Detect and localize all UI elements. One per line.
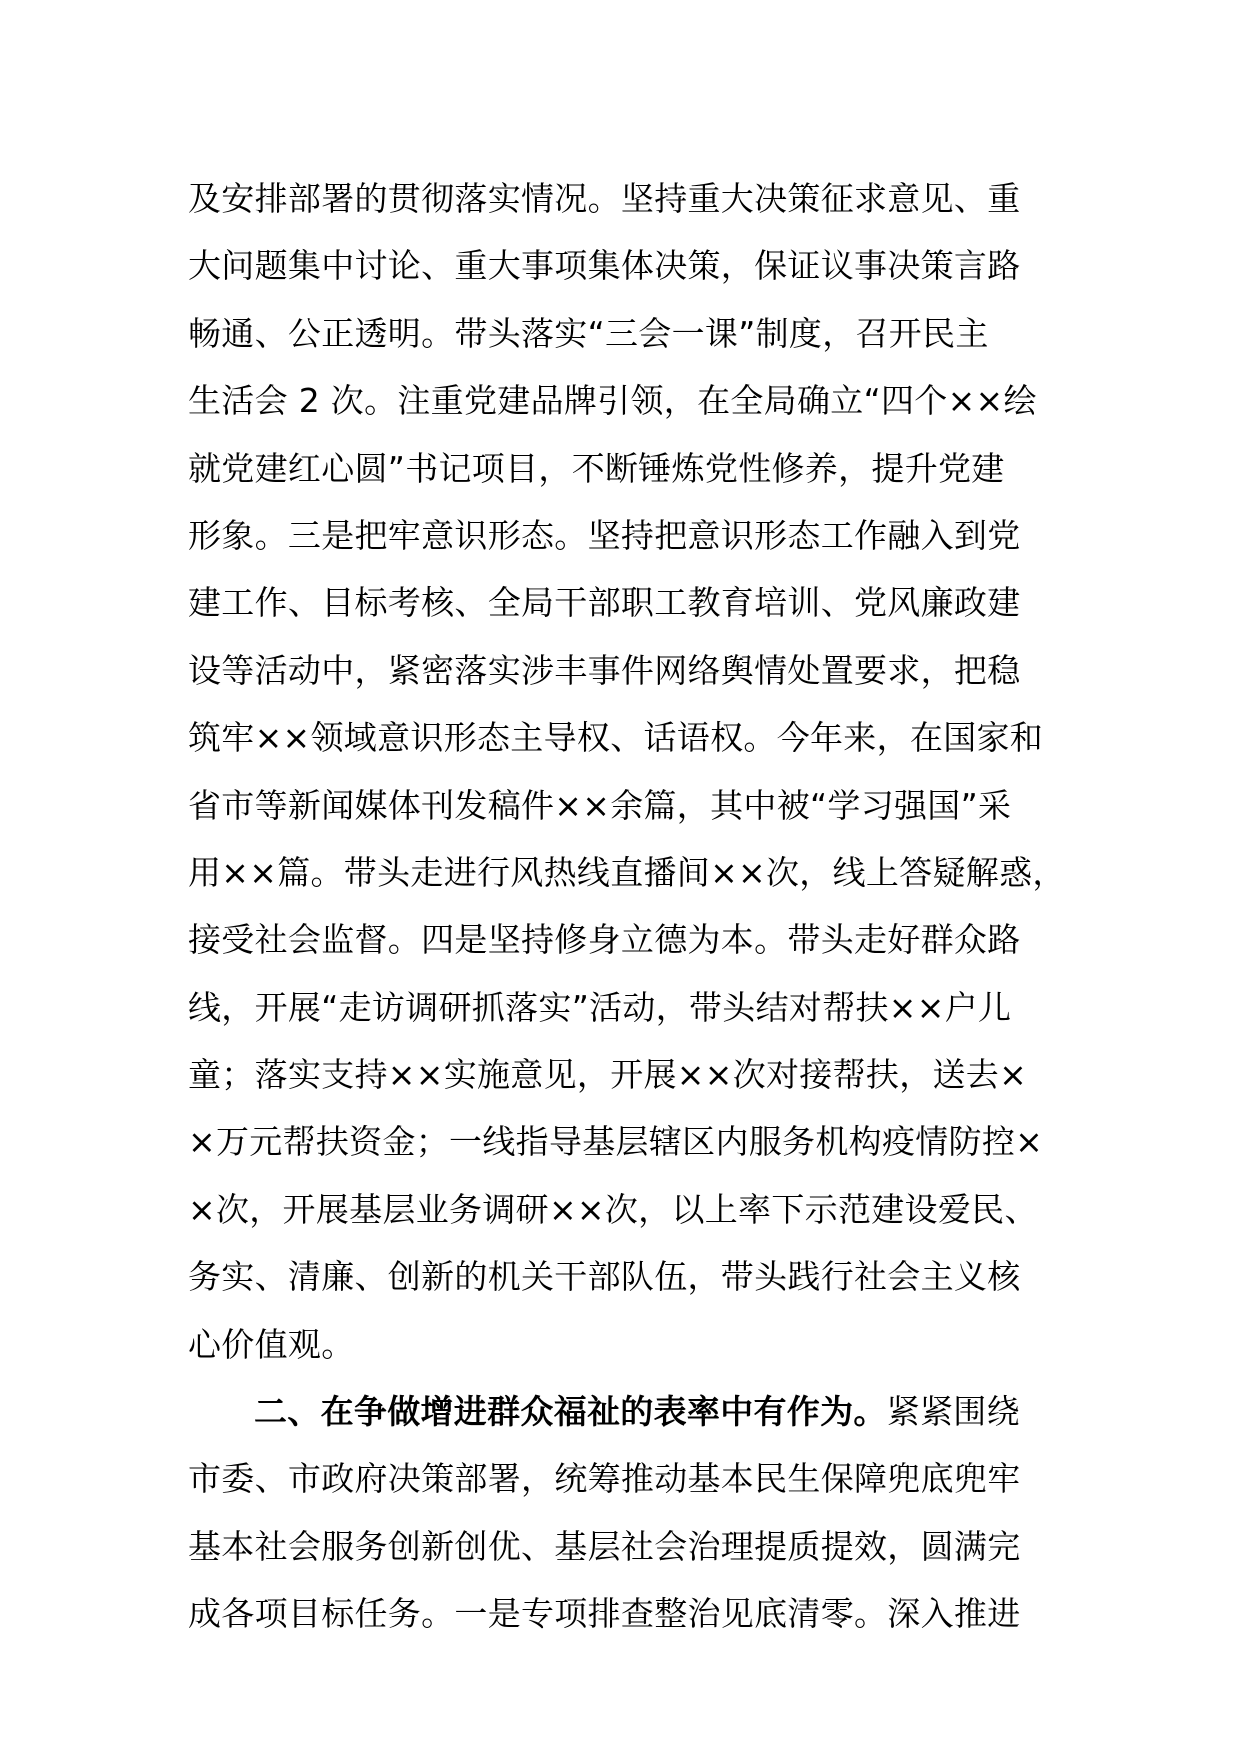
text-line: 畅通、公正透明。带头落实“三会一课”制度，召开民主	[188, 313, 989, 353]
heading-line-text: 紧紧围绕	[886, 1392, 1020, 1432]
text-line: 筑牢××领域意识形态主导权、话语权。今年来，在国家和	[188, 718, 1044, 758]
text-line: 形象。三是把牢意识形态。坚持把意识形态工作融入到党	[188, 515, 1021, 555]
text-line: ×万元帮扶资金；一线指导基层辖区内服务机构疫情防控×	[188, 1122, 1044, 1162]
section-heading-line	[188, 1378, 1088, 1445]
body-text	[188, 165, 1088, 1648]
section-heading: 二、在争做增进群众福祉的表率中有作为。	[254, 1392, 887, 1432]
text-line: 成各项目标任务。一是专项排查整治见底清零。深入推进	[188, 1594, 1021, 1634]
text-line: 务实、清廉、创新的机关干部队伍，带头践行社会主义核	[188, 1257, 1021, 1297]
text-line: 基本社会服务创新创优、基层社会治理提质提效，圆满完	[188, 1526, 1021, 1566]
text-line: 接受社会监督。四是坚持修身立德为本。带头走好群众路	[188, 920, 1021, 960]
text-line: 设等活动中，紧密落实涉丰事件网络舆情处置要求，把稳	[188, 650, 1021, 690]
text-line: 建工作、目标考核、全局干部职工教育培训、党风廉政建	[188, 583, 1021, 623]
text-line: 及安排部署的贯彻落实情况。坚持重大决策征求意见、重	[188, 179, 1021, 218]
text-line: 童；落实支持××实施意见，开展××次对接帮扶，送去×	[188, 1055, 1028, 1095]
text-line: 心价值观。	[188, 1324, 355, 1364]
text-line: 线，开展“走访调研抓落实”活动，带头结对帮扶××户儿	[188, 987, 1012, 1027]
text-line: 用××篇。带头走进行风热线直播间××次，线上答疑解惑，	[188, 852, 1066, 892]
text-line: 省市等新闻媒体刊发稿件××余篇，其中被“学习强国”采	[188, 785, 1012, 825]
text-line: 大问题集中讨论、重大事项集体决策，保证议事决策言路	[188, 246, 1021, 286]
text-line: 市委、市政府决策部署，统筹推动基本民生保障兜底兜牢	[188, 1459, 1021, 1499]
text-line: 生活会 2 次。注重党建品牌引领，在全局确立“四个××绘	[188, 381, 1037, 421]
text-line: 就党建红心圆”书记项目，不断锤炼党性修养，提升党建	[188, 448, 1005, 488]
text-line: ×次，开展基层业务调研××次，以上率下示范建设爱民、	[188, 1189, 1038, 1229]
